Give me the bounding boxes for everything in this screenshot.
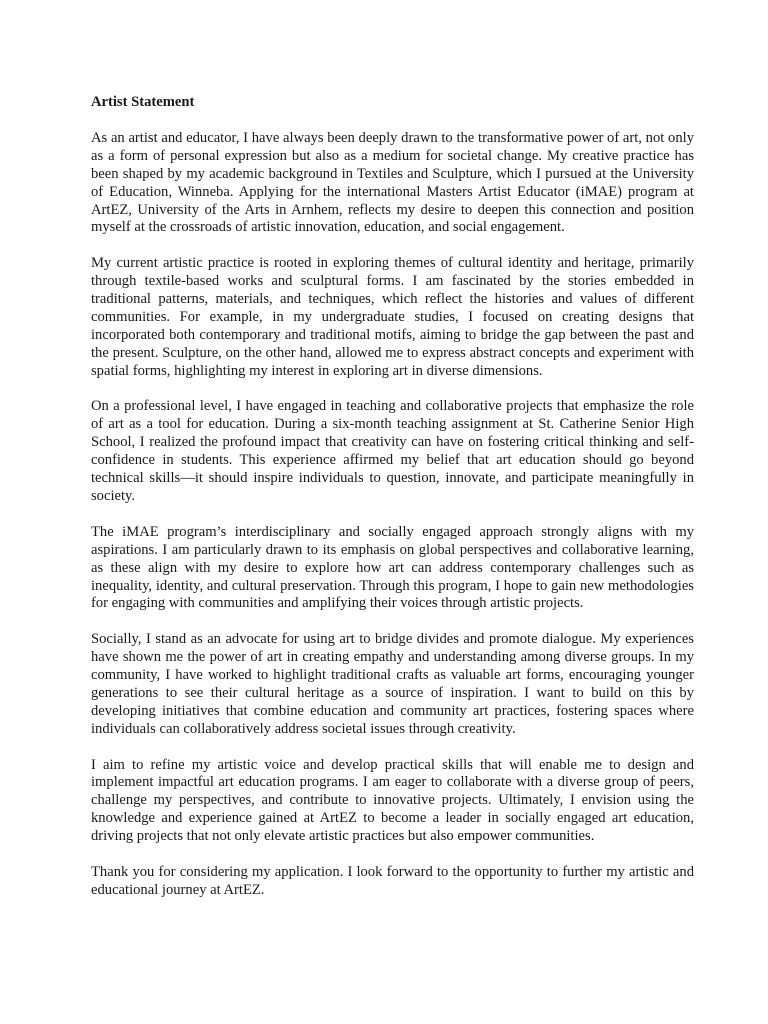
- paragraph-introduction: As an artist and educator, I have always been deeply drawn to the transformative power of art, not only as a form of personal expression but also as a medium for societal change. My creative practice has been shaped by my academic background in Textiles and Sculpture, which I pursued at the University of Education, Winneba. Applying for the international Masters Artist Educator (iMAE) program at ArtEZ, University of the Arts in Arnhem, reflects my desire to deepen this connection and position myself at the crossroads of artistic innovation, education, and social engagement.: [91, 129, 694, 236]
- paragraph-closing: Thank you for considering my application. I look forward to the opportunity to further my artistic and educational journey at ArtEZ.: [91, 863, 694, 898]
- paragraph-social-advocacy: Socially, I stand as an advocate for using art to bridge divides and promote dialogue. My experiences have shown me the power of art in creating empathy and understanding among diverse groups. In my community, I have worked to highlight traditional crafts as valuable art forms, encouraging younger generations to see their cultural heritage as a source of inspiration. I want to build on this by developing initiatives that combine education and community art practices, fostering spaces where individuals can collaboratively address societal issues through creativity.: [91, 631, 694, 737]
- document-title: Artist Statement: [91, 94, 195, 110]
- document-page: [91, 94, 694, 900]
- paragraph-program-alignment: The iMAE program’s interdisciplinary and socially engaged approach strongly aligns with my aspirations. I am particularly drawn to its emphasis on global perspectives and collaborative learning, as these align with my desire to explore how art can address contemporary challenges such as inequality, identity, and cultural preservation. Through this program, I hope to gain new methodologies for engaging with communities and amplifying their voices through artistic projects.: [91, 523, 694, 612]
- paragraph-artistic-practice: My current artistic practice is rooted in exploring themes of cultural identity and heritage, primarily through textile-based works and sculptural forms. I am fascinated by the stories embedded in traditional patterns, materials, and techniques, which reflect the histories and values of different communities. For example, in my undergraduate studies, I focused on creating designs that incorporated both contemporary and traditional motifs, aiming to bridge the gap between the past and the present. Sculpture, on the other hand, allowed me to express abstract concepts and experiment with spatial forms, highlighting my interest in exploring art in diverse dimensions.: [91, 255, 694, 379]
- paragraph-goals: I aim to refine my artistic voice and develop practical skills that will enable me to design and implement impactful art education programs. I am eager to collaborate with a diverse group of peers, challenge my perspectives, and contribute to innovative projects. Ultimately, I envision using the knowledge and experience gained at ArtEZ to become a leader in socially engaged art education, driving projects that not only elevate artistic practices but also empower communities.: [91, 756, 694, 845]
- paragraph-professional-experience: On a professional level, I have engaged in teaching and collaborative projects that emphasize the role of art as a tool for education. During a six-month teaching assignment at St. Catherine Senior High School, I realized the profound impact that creativity can have on fostering critical thinking and self-confidence in students. This experience affirmed my belief that art education should go beyond technical skills—it should inspire individuals to question, innovate, and participate meaningfully in society.: [91, 398, 694, 504]
